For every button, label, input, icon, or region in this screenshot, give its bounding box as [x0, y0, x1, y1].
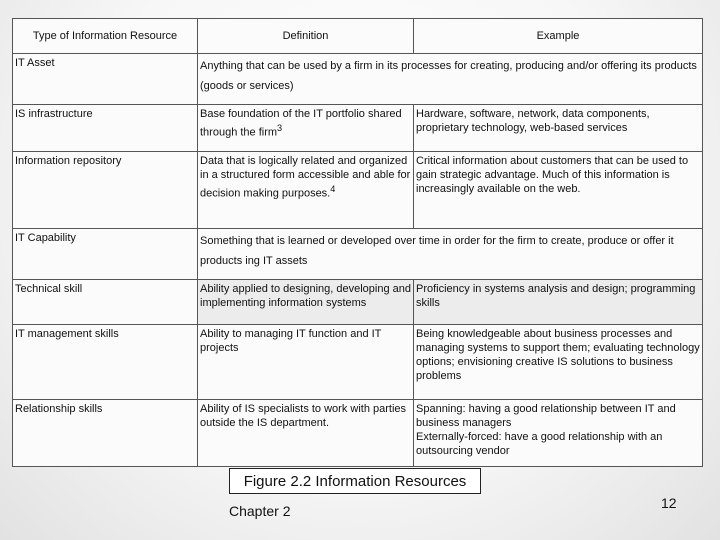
row-type: IT management skills — [13, 325, 198, 400]
row-example: Proficiency in systems analysis and design; programming skills — [414, 280, 703, 325]
example-line: Externally-forced: have a good relationship with an outsourcing vendor — [416, 431, 663, 457]
page-number: 12 — [661, 495, 677, 511]
row-type: Technical skill — [13, 280, 198, 325]
table-header-row — [13, 19, 703, 54]
row-type: Relationship skills — [13, 400, 198, 467]
table-row — [13, 54, 703, 105]
row-definition: Ability of IS specialists to work with parties outside the IS department. — [198, 400, 414, 467]
footnote-mark: 4 — [330, 184, 336, 194]
row-definition — [198, 152, 414, 229]
row-example — [414, 400, 703, 467]
table-row — [13, 229, 703, 280]
table-row — [13, 400, 703, 467]
table-row — [13, 105, 703, 152]
row-type: IT Capability — [13, 229, 198, 280]
row-type: IS infrastructure — [13, 105, 198, 152]
example-line: Spanning: having a good relationship between IT and business managers — [416, 403, 676, 429]
definition-text: Data that is logically related and organized in a structured form accessible and able for decision making purposes. — [200, 155, 411, 200]
header-definition: Definition — [198, 19, 414, 54]
row-definition: Something that is learned or developed over time in order for the firm to create, produce or offer it products ing IT assets — [198, 229, 703, 280]
row-type: IT Asset — [13, 54, 198, 105]
table-row — [13, 152, 703, 229]
row-example: Being knowledgeable about business processes and managing systems to support them; evaluating technology options; envisioning creative IS solutions to business problems — [414, 325, 703, 400]
row-type: Information repository — [13, 152, 198, 229]
definition-text: Base foundation of the IT portfolio shared through the firm — [200, 108, 402, 139]
row-definition — [198, 105, 414, 152]
table-row — [13, 280, 703, 325]
header-type: Type of Information Resource — [13, 19, 198, 54]
row-definition: Ability to managing IT function and IT projects — [198, 325, 414, 400]
row-definition: Anything that can be used by a firm in its processes for creating, producing and/or offering its products (goods or services) — [198, 54, 703, 105]
footnote-mark: 3 — [277, 123, 283, 133]
chapter-label: Chapter 2 — [229, 503, 291, 519]
figure-caption: Figure 2.2 Information Resources — [229, 468, 481, 494]
information-resources-table — [12, 18, 703, 467]
row-example: Critical information about customers that can be used to gain strategic advantage. Much of this information is increasingly available on the web. — [414, 152, 703, 229]
row-definition: Ability applied to designing, developing and implementing information systems — [198, 280, 414, 325]
row-example: Hardware, software, network, data components, proprietary technology, web-based services — [414, 105, 703, 152]
table-row — [13, 325, 703, 400]
header-example: Example — [414, 19, 703, 54]
